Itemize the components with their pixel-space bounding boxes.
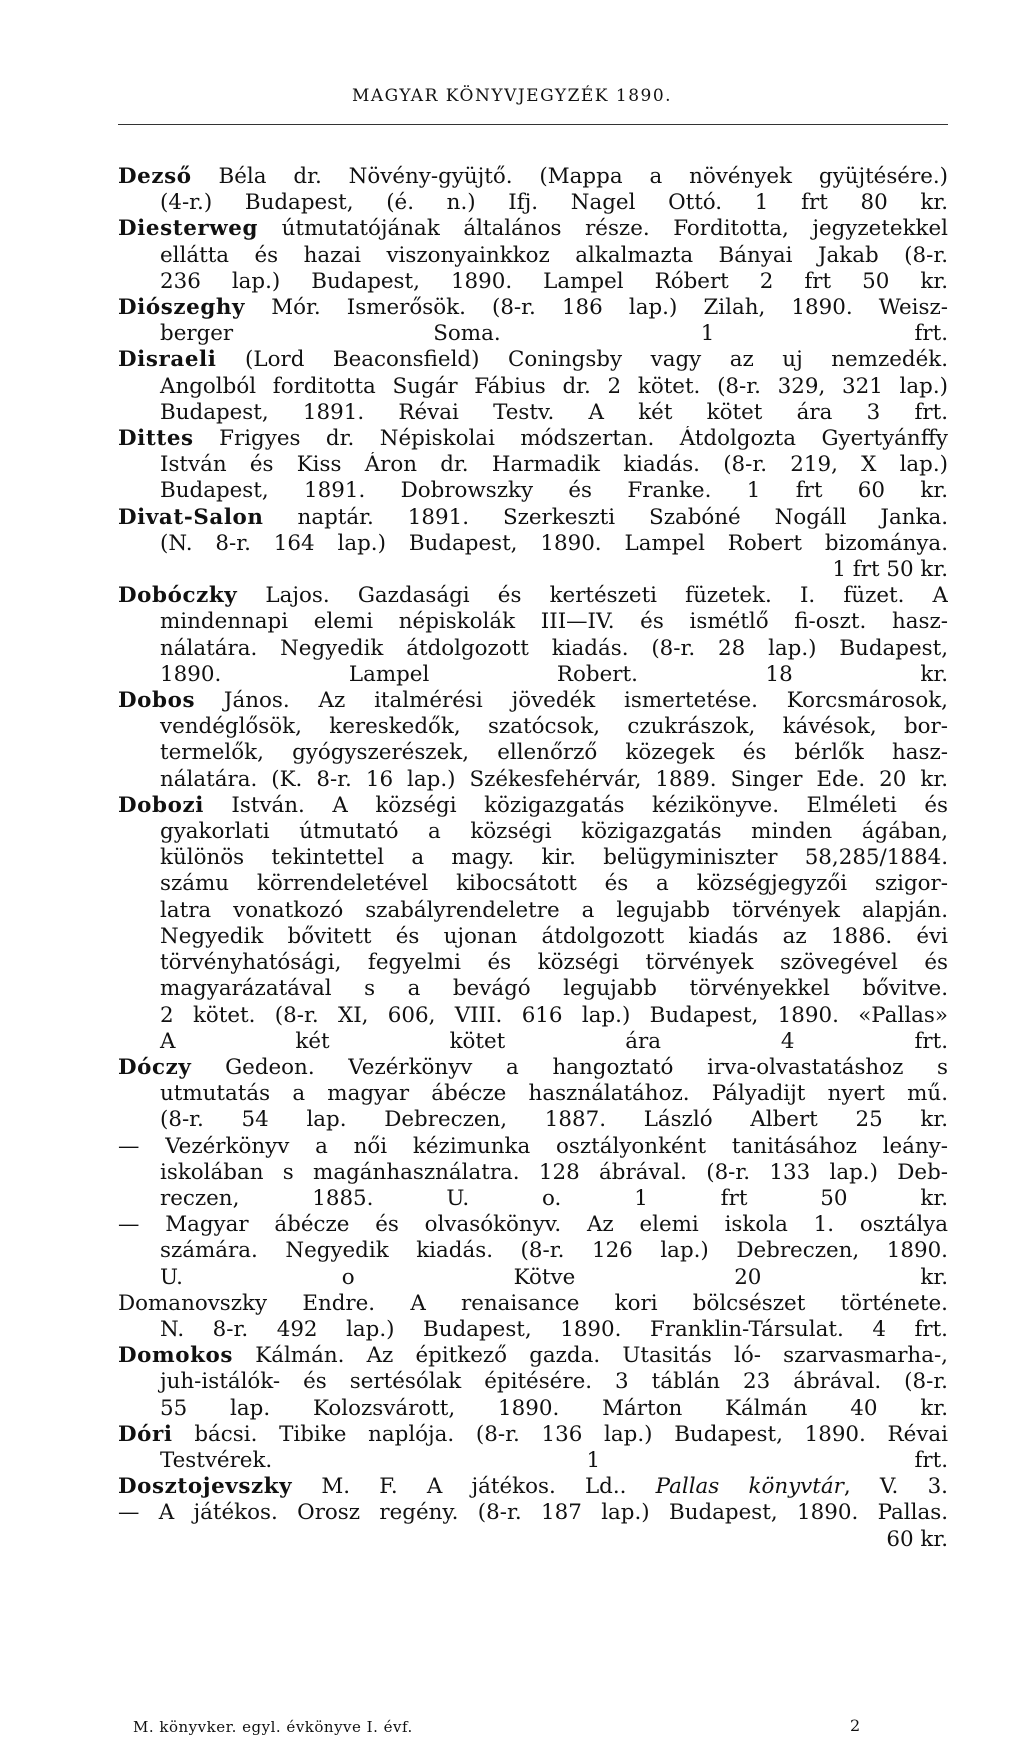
page-number: 2 xyxy=(850,1716,861,1735)
entry-author: Disraeli xyxy=(118,347,217,373)
entry-line: törvényhatósági, fegyelmi és községi törvények szövegével és xyxy=(160,950,948,976)
entry-line: Budapest, 1891. Dobrowszky és Franke. 1 frt 60 kr. xyxy=(160,478,948,504)
entry-line: A két kötet ára 4 frt. xyxy=(160,1028,948,1054)
entry-line: (Lord Beaconsfield) Coningsby vagy az uj nemzedék. xyxy=(216,347,948,373)
catalogue-entry xyxy=(118,688,948,793)
entry-line: N. 8-r. 492 lap.) Budapest, 1890. Franklin-Társulat. 4 frt. xyxy=(160,1316,948,1342)
running-header: MAGYAR KÖNYVJEGYZÉK 1890. xyxy=(351,86,673,106)
catalogue-entry xyxy=(118,1474,948,1553)
entry-line: János. Az italmérési jövedék ismertetése. Korcsmárosok, xyxy=(195,688,948,714)
entry-line: Budapest, 1891. Révai Testv. A két kötet ára 3 frt. xyxy=(160,399,948,425)
entry-author: Dobozi xyxy=(118,792,204,818)
entry-line: juh-istálók- és sertésólak épitésére. 3 táblán 23 ábrával. (8-r. xyxy=(160,1369,948,1395)
entry-line: iskolában s magánhasználatra. 128 ábrával. (8-r. 133 lap.) Deb- xyxy=(160,1159,948,1185)
catalogue-entry xyxy=(118,1422,948,1474)
entry-line: mindennapi elemi népiskolák III—IV. és ismétlő fi-oszt. hasz- xyxy=(160,609,948,635)
footer-imprint: M. könyvker. egyl. évkönyve I. évf. xyxy=(133,1718,413,1736)
entry-line: 55 lap. Kolozsvárott, 1890. Márton Kálmán 40 kr. xyxy=(160,1395,948,1421)
catalogue-column xyxy=(118,164,948,1553)
entry-line: számu körrendeletével kibocsátott és a községjegyzői szigor- xyxy=(160,871,948,897)
entry-line: Mór. Ismerősök. (8-r. 186 lap.) Zilah, 1890. Weisz- xyxy=(245,295,948,321)
entry-line: Frigyes dr. Népiskolai módszertan. Átdolgozta Gyertyánffy xyxy=(193,426,948,452)
catalogue-entry xyxy=(118,583,948,688)
entry-author: Dobóczky xyxy=(118,583,238,609)
entry-author: Dóri xyxy=(118,1421,173,1447)
entry-price: 60 kr. xyxy=(886,1526,948,1552)
entry-line: latra vonatkozó szabályrendeletre a legujabb törvények alapján. xyxy=(160,897,948,923)
entry-line: utmutatás a magyar ábécze használatához. Pályadijt nyert mű. xyxy=(160,1081,948,1107)
catalogue-entry xyxy=(118,1291,948,1343)
catalogue-entry xyxy=(118,216,948,295)
entry-line: számára. Negyedik kiadás. (8-r. 126 lap.) Debreczen, 1890. xyxy=(160,1238,948,1264)
entry-line: — A játékos. Orosz regény. (8-r. 187 lap.) Budapest, 1890. Pallas. xyxy=(118,1500,948,1526)
catalogue-entry xyxy=(118,426,948,505)
entry-line: magyarázatával s a bevágó legujabb törvényekkel bővitve. xyxy=(160,976,948,1002)
catalogue-entry xyxy=(118,347,948,426)
catalogue-entry xyxy=(118,295,948,347)
entry-line: gyakorlati útmutató a községi közigazgatás minden ágában, xyxy=(160,819,948,845)
catalogue-entry xyxy=(118,1212,948,1291)
entry-line: (8-r. 54 lap. Debreczen, 1887. László Albert 25 kr. xyxy=(160,1107,948,1133)
entry-line: István. A községi közigazgatás kézikönyve. Elméleti és xyxy=(203,792,948,818)
entry-author: Dobos xyxy=(118,688,196,714)
entry-author: Dosztojevszky xyxy=(118,1474,293,1500)
entry-line: 1890. Lampel Robert. 18 kr. xyxy=(160,661,948,687)
entry-line: különös tekintettel a magy. kir. belügyminiszter 58,285/1884. xyxy=(160,845,948,871)
entry-line: ellátta és hazai viszonyainkkoz alkalmazta Bányai Jakab (8-r. xyxy=(160,242,948,268)
entry-line: , V. 3. xyxy=(843,1474,948,1500)
entry-line: 2 kötet. (8-r. XI, 606, VIII. 616 lap.) Budapest, 1890. «Pallas» xyxy=(160,1002,948,1028)
catalogue-entry xyxy=(118,164,948,216)
entry-author: Dóczy xyxy=(118,1054,192,1080)
entry-line: — Magyar ábécze és olvasókönyv. Az elemi iskola 1. osztálya xyxy=(118,1212,948,1238)
entry-author: Dezső xyxy=(118,164,192,189)
entry-author: Diesterweg xyxy=(118,216,259,242)
entry-line: termelők, gyógyszerészek, ellenőrző közegek és bérlők hasz- xyxy=(160,740,948,766)
entry-line: Domanovszky Endre. A renaisance kori bölcsészet története. xyxy=(118,1290,948,1316)
entry-author: Dittes xyxy=(118,426,194,452)
entry-line: Negyedik bővitett és ujonan átdolgozott kiadás az 1886. évi xyxy=(160,923,948,949)
entry-line: nálatára. (K. 8-r. 16 lap.) Székesfehérvár, 1889. Singer Ede. 20 kr. xyxy=(160,766,948,792)
entry-author: Divat-Salon xyxy=(118,504,264,530)
catalogue-entry xyxy=(118,1134,948,1213)
entry-line: M. F. A játékos. Ld.. xyxy=(292,1474,656,1500)
catalogue-entry xyxy=(118,1055,948,1134)
catalogue-entry xyxy=(118,505,948,584)
entry-line: 236 lap.) Budapest, 1890. Lampel Róbert 2 frt 50 kr. xyxy=(160,268,948,294)
entry-author: Diószeghy xyxy=(118,295,246,321)
entry-line: vendéglősök, kereskedők, szatócsok, czukrászok, kávésok, bor- xyxy=(160,714,948,740)
entry-author: Domokos xyxy=(118,1343,234,1369)
catalogue-entry xyxy=(118,1343,948,1422)
catalogue-entry xyxy=(118,793,948,1055)
entry-line: Angolból forditotta Sugár Fábius dr. 2 kötet. (8-r. 329, 321 lap.) xyxy=(160,373,948,399)
entry-line: (4-r.) Budapest, (é. n.) Ifj. Nagel Ottó. 1 frt 80 kr. xyxy=(160,190,948,216)
entry-line: — Vezérkönyv a női kézimunka osztályonként tanitásához leány- xyxy=(118,1133,948,1159)
entry-line: (N. 8-r. 164 lap.) Budapest, 1890. Lampel Robert bizománya. xyxy=(160,530,948,556)
entry-line: bácsi. Tibike naplója. (8-r. 136 lap.) Budapest, 1890. Révai xyxy=(172,1421,948,1447)
entry-line: Kálmán. Az épitkező gazda. Utasitás ló- szarvasmarha-, xyxy=(233,1343,948,1369)
entry-line: reczen, 1885. U. o. 1 frt 50 kr. xyxy=(160,1185,948,1211)
header-rule xyxy=(118,124,948,125)
entry-line: Lajos. Gazdasági és kertészeti füzetek. I. füzet. A xyxy=(237,583,948,609)
entry-line: Béla dr. Növény-gyüjtő. (Mappa a növények gyüjtésére.) xyxy=(191,164,948,189)
series-reference: Pallas könyvtár xyxy=(655,1474,844,1500)
entry-price: 1 frt 50 kr. xyxy=(832,557,948,583)
entry-line: István és Kiss Áron dr. Harmadik kiadás. (8-r. 219, X lap.) xyxy=(160,452,948,478)
entry-line: Gedeon. Vezérkönyv a hangoztató irva-olvastatáshoz s xyxy=(191,1054,948,1080)
entry-line: berger Soma. 1 frt. xyxy=(160,321,948,347)
entry-line: útmutatójának általános része. Forditotta, jegyzetekkel xyxy=(258,216,948,242)
entry-line: nálatára. Negyedik átdolgozott kiadás. (8-r. 28 lap.) Budapest, xyxy=(160,635,948,661)
entry-line: naptár. 1891. Szerkeszti Szabóné Nogáll Janka. xyxy=(263,504,948,530)
entry-line: Testvérek. 1 frt. xyxy=(160,1447,948,1473)
entry-line: U. o Kötve 20 kr. xyxy=(160,1264,948,1290)
